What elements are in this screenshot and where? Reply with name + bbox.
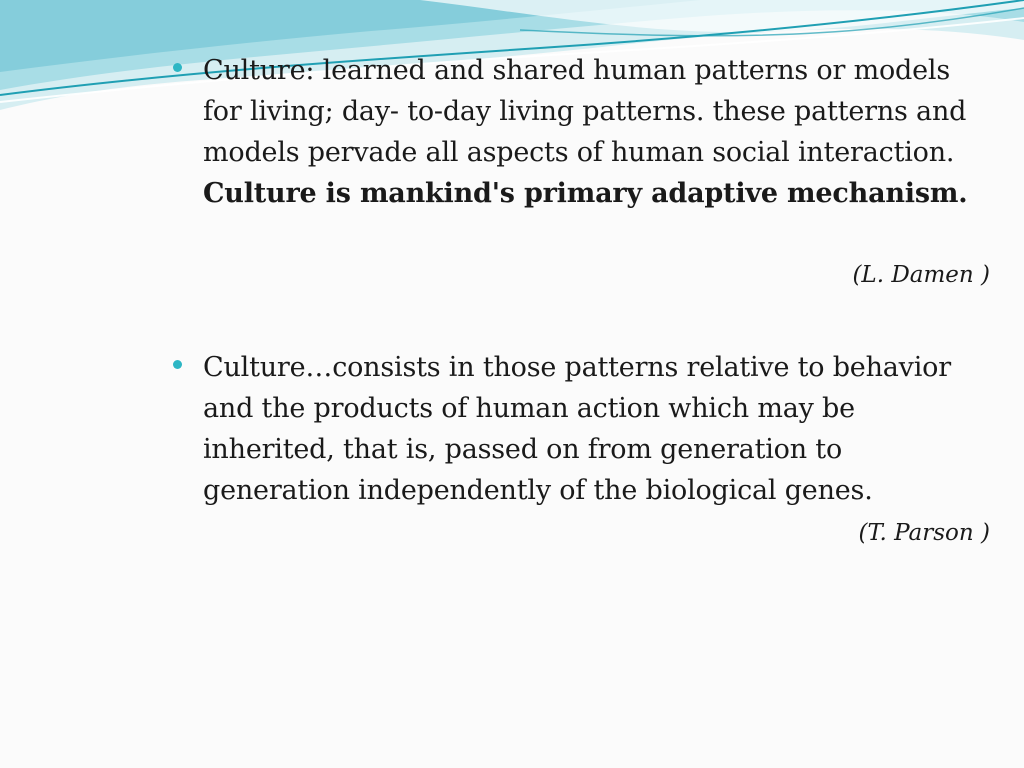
bullet-1-text: Culture: learned and shared human patterns or models for living; day- to-day living patterns. these patterns and models pervade all aspects of human social interaction. (203, 55, 967, 168)
bullet-1-bold-text: Culture is mankind's primary adaptive mechanism. (203, 178, 968, 209)
bullet-item-2 (173, 347, 973, 511)
citation-2: (T. Parson ) (858, 520, 990, 546)
bullet-2-text: Culture…consists in those patterns relative to behavior and the products of human action which may be inherited, that is, passed on from generation to generation independently of the biological genes. (203, 352, 951, 506)
citation-1: (L. Damen ) (852, 262, 990, 288)
bullet-dot-icon (173, 360, 182, 369)
bullet-dot-icon (173, 63, 182, 72)
bullet-item-1 (173, 50, 973, 214)
